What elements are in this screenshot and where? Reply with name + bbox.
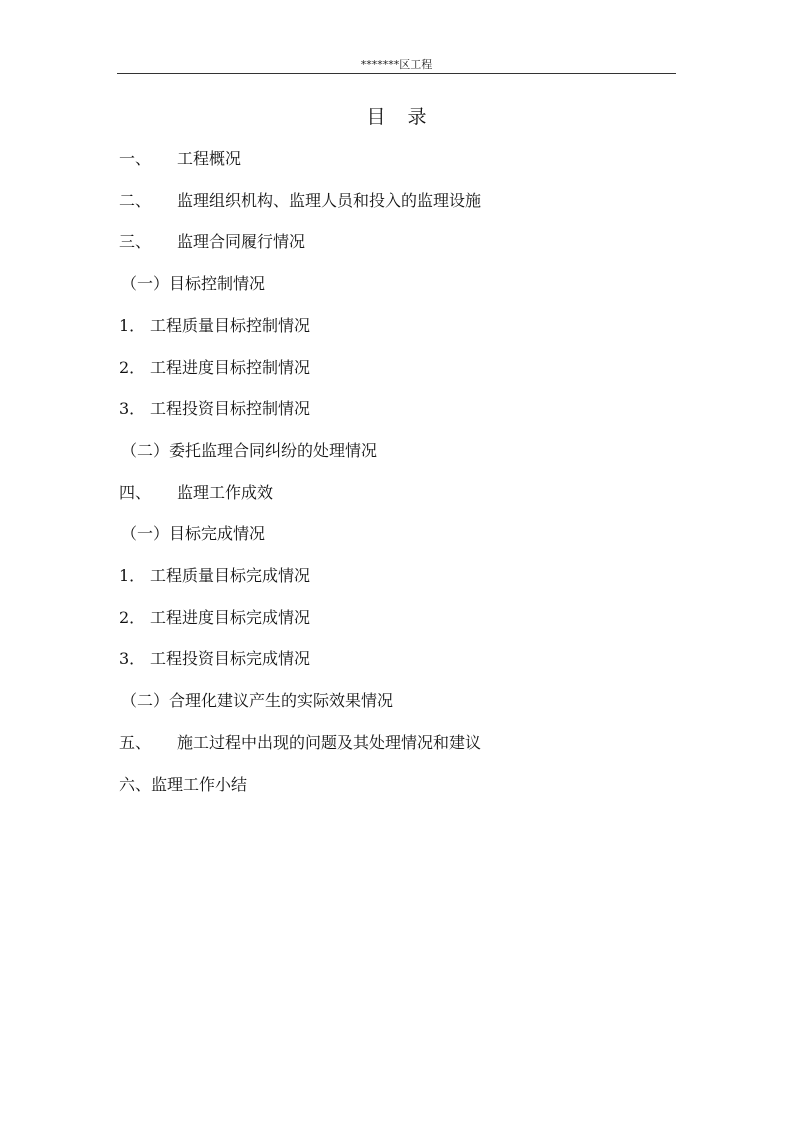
toc-item-number: 1． xyxy=(119,315,146,335)
toc-item-label: 监理工作小结 xyxy=(151,774,248,794)
toc-item-number: （二） xyxy=(121,691,170,711)
toc-item-number: 五、 xyxy=(119,732,152,752)
toc-item-label: 监理工作成效 xyxy=(177,482,274,502)
toc-item-label: 监理合同履行情况 xyxy=(177,232,306,252)
toc-item-label: 目标完成情况 xyxy=(169,524,266,544)
toc-item-number: 2． xyxy=(119,357,146,377)
toc-item xyxy=(119,772,247,798)
toc-item xyxy=(119,188,481,214)
toc-item-label: 工程进度目标控制情况 xyxy=(150,357,311,377)
title-char-left: 目 xyxy=(366,106,386,128)
toc-item xyxy=(119,396,310,422)
toc-item-label: 监理组织机构、监理人员和投入的监理设施 xyxy=(177,190,482,210)
toc-item xyxy=(119,646,310,672)
toc-item-label: 工程进度目标完成情况 xyxy=(150,607,311,627)
toc-item-number: 六、 xyxy=(119,774,152,794)
toc-item-number: 二、 xyxy=(119,190,152,210)
toc-item xyxy=(119,605,310,631)
toc-item-label: 合理化建议产生的实际效果情况 xyxy=(169,691,394,711)
toc-item-number: 一、 xyxy=(119,149,152,168)
page-header: *******区工程 xyxy=(360,58,433,71)
toc-item-label: 委托监理合同纠纷的处理情况 xyxy=(169,440,378,460)
toc-item-label: 施工过程中出现的问题及其处理情况和建议 xyxy=(177,732,482,752)
toc-item xyxy=(121,438,377,464)
toc-item xyxy=(119,146,241,172)
toc-item-number: 1． xyxy=(119,566,146,585)
toc-item xyxy=(121,271,265,297)
toc-item-number: （一） xyxy=(121,524,170,544)
toc-item-number: （一） xyxy=(121,274,170,294)
toc-item xyxy=(119,355,310,381)
header-divider xyxy=(117,73,676,74)
title-char-right: 录 xyxy=(407,106,427,128)
toc-item xyxy=(121,688,393,714)
page-title xyxy=(117,104,676,130)
toc-item-number: 3． xyxy=(119,399,146,419)
toc-item-label: 工程投资目标完成情况 xyxy=(150,649,311,669)
toc-item-number: 2． xyxy=(119,607,146,627)
toc-item xyxy=(119,313,310,339)
toc-item xyxy=(119,730,481,756)
toc-item-number: （二） xyxy=(121,440,170,460)
toc-item xyxy=(119,563,310,589)
toc-item-label: 工程质量目标完成情况 xyxy=(150,566,311,585)
toc-item-number: 3． xyxy=(119,649,146,669)
toc-item-label: 工程质量目标控制情况 xyxy=(150,315,311,335)
toc-item-label: 工程投资目标控制情况 xyxy=(150,399,311,419)
toc-item xyxy=(119,480,273,506)
toc-item-label: 工程概况 xyxy=(177,149,242,168)
toc-item-number: 四、 xyxy=(119,482,152,502)
toc-item-number: 三、 xyxy=(119,232,152,252)
toc-item xyxy=(121,521,265,547)
toc-item xyxy=(119,229,305,255)
toc-item-label: 目标控制情况 xyxy=(169,274,266,294)
